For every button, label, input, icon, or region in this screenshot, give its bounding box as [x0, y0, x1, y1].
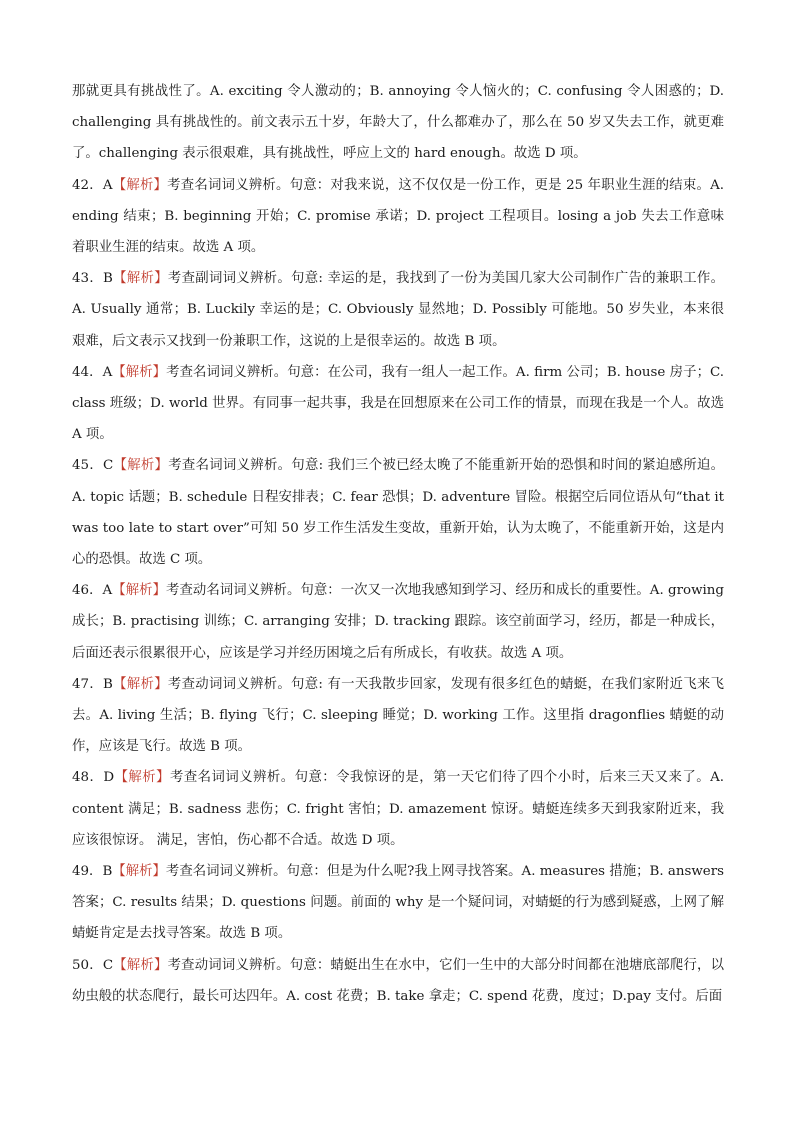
question-number: 45． [72, 458, 103, 474]
answer-paragraph-44 [72, 357, 724, 451]
paragraph-text: 那就更具有挑战性了。A. exciting 令人激动的；B. annoying 令人恼火的；C. confusing 令人困惑的；D. challenging 具有挑战性的。前文表示五十岁，年龄大了，什么都难办了，那么在 50 岁又失去工作，就更难了。challenging 表示很艰难，具有挑战性，呼应上文的 hard enough。故选 D 项。 [72, 84, 724, 162]
analysis-tag: 【解析】 [113, 957, 168, 973]
answer-letter: B [103, 676, 113, 692]
question-number: 49． [72, 864, 103, 880]
answer-letter: A [102, 177, 113, 193]
answer-paragraph-48 [72, 762, 724, 856]
answer-letter: C [102, 957, 114, 973]
analysis-tag: 【解析】 [112, 364, 167, 380]
paragraph-text: 考查名词词义辨析。句意：令我惊讶的是，第一天它们待了四个小时，后来三天又来了。A. content 满足；B. sadness 悲伤；C. fright 害怕；D. amazement 惊讶。蜻蜓连续多天到我家附近来，我应该很惊讶。 满足，害怕，伤心都不合适。故选 D 项。 [72, 770, 724, 848]
answer-letter: A [102, 583, 113, 599]
question-number: 42． [72, 177, 103, 193]
analysis-tag: 【解析】 [113, 458, 169, 474]
question-number: 44． [72, 364, 103, 380]
analysis-tag: 【解析】 [112, 676, 168, 692]
paragraph-text: 考查动词词义辨析。句意: 有一天我散步回家，发现有很多红色的蜻蜓，在我们家附近飞来飞去。A. living 生活；B. flying 飞行；C. sleeping 睡觉；D. working 工作。这里指 dragonflies 蜻蜓的动作，应该是飞行。故选 B 项。 [72, 676, 724, 755]
answer-letter: C [103, 458, 114, 474]
paragraph-text: 考查名词词义辨析。句意：但是为什么呢?我上网寻找答案。A. measures 措施；B. answers 答案；C. results 结果；D. questions 问题。前面的 why 是一个疑问词，对蜻蜓的行为感到疑惑，上网了解蜻蜓肯定是去找寻答案。故选 B 项。 [72, 864, 724, 942]
paragraph-text: 考查名词词义辨析。句意: 我们三个被已经太晚了不能重新开始的恐惧和时间的紧迫感所迫。A. topic 话题；B. schedule 日程安排表；C. fear 恐惧；D. adventure 冒险。根据空后同位语从句“that it was too late to start over”可知 50 岁工作生活发生变故，重新开始，认为太晚了，不能重新开始，这是内心的恐惧。故选 C 项。 [72, 458, 724, 568]
paragraph-text: 考查副词词义辨析。句意: 幸运的是，我找到了一份为美国几家大公司制作广告的兼职工作。A. Usually 通常；B. Luckily 幸运的是；C. Obviously 显然地；D. Possibly 可能地。50 岁失业，本来很艰难，后文表示又找到一份兼职工作，这说的上是很幸运的。故选 B 项。 [72, 271, 724, 349]
answer-paragraph-43 [72, 263, 724, 357]
answer-letter: A [102, 364, 113, 380]
answer-paragraph-50 [72, 950, 724, 1012]
answer-paragraph-49 [72, 856, 724, 950]
question-number: 46． [72, 583, 103, 599]
analysis-tag: 【解析】 [112, 583, 167, 599]
paragraph-text: 考查名词词义辨析。句意：在公司，我有一组人一起工作。A. firm 公司；B. house 房子；C. class 班级；D. world 世界。有同事一起共事，我是在回想原来在公司工作的情景，而现在我是一个人。故选 A 项。 [72, 364, 724, 443]
analysis-tag: 【解析】 [112, 271, 168, 287]
answer-paragraph-47 [72, 669, 724, 763]
document-page [72, 76, 724, 1012]
answer-letter: D [103, 770, 115, 786]
analysis-tag: 【解析】 [112, 864, 166, 880]
paragraph-text: 考查名词词义辨析。句意：对我来说，这不仅仅是一份工作，更是 25 年职业生涯的结束。A. ending 结束；B. beginning 开始；C. promise 承诺；D. project 工程项目。losing a job 失去工作意味着职业生涯的结束。故选 A 项。 [72, 177, 725, 256]
answer-paragraph-42 [72, 170, 724, 264]
analysis-tag: 【解析】 [112, 177, 168, 193]
question-number: 47． [72, 676, 104, 692]
paragraph-text: 考查动词词义辨析。句意：蜻蜓出生在水中，它们一生中的大部分时间都在池塘底部爬行，以幼虫般的状态爬行，最长可达四年。A. cost 花费；B. take 拿走；C. spend 花费，度过；D.pay 支付。后面 [72, 957, 725, 1004]
question-number: 43． [72, 271, 104, 287]
answer-paragraph-46 [72, 575, 724, 669]
answer-paragraph-41-continued [72, 76, 724, 170]
answer-letter: B [103, 271, 113, 287]
analysis-tag: 【解析】 [114, 770, 170, 786]
answer-letter: B [102, 864, 113, 880]
question-number: 50． [72, 957, 103, 973]
paragraph-text: 考查动名词词义辨析。句意：一次又一次地我感知到学习、经历和成长的重要性。A. growing 成长；B. practising 训练；C. arranging 安排；D. tracking 跟踪。该空前面学习，经历，都是一种成长，后面还表示很累很开心，应该是学习并经历困境之后有所成长，有收获。故选 A 项。 [72, 583, 725, 661]
question-number: 48． [72, 770, 104, 786]
answer-paragraph-45 [72, 450, 724, 575]
